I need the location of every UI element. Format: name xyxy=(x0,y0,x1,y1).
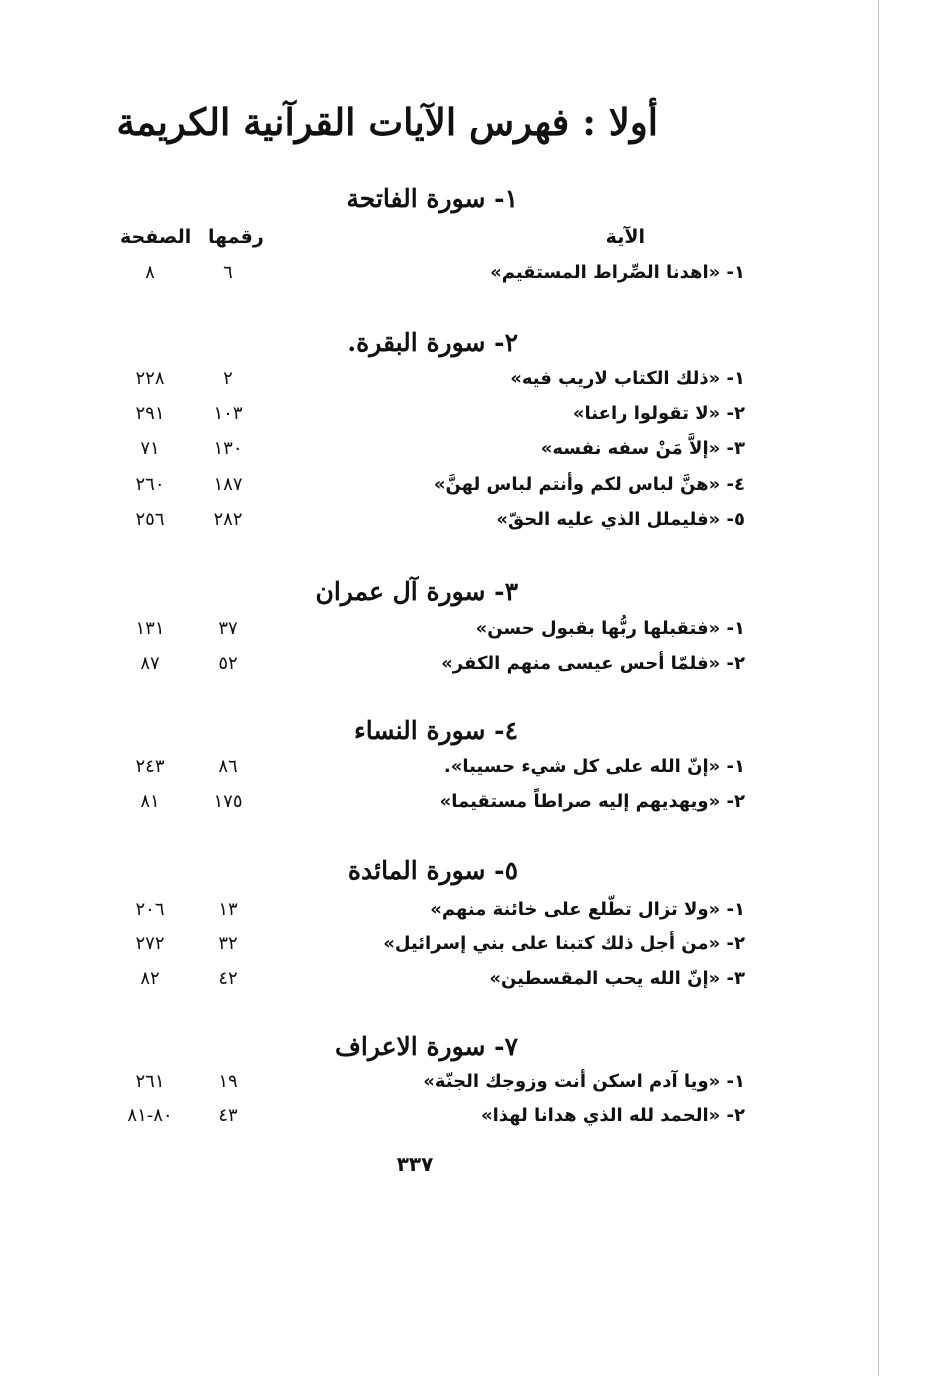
verse-text: ١- «فتقبلها ربُّها بقبول حسن» xyxy=(475,618,745,639)
ayah-number: ٢٨٢ xyxy=(213,509,243,530)
page-reference: ٨ xyxy=(145,262,155,283)
index-row xyxy=(0,368,938,400)
index-row xyxy=(0,262,938,294)
index-row xyxy=(0,474,938,506)
verse-text: ٤- «هنَّ لباس لكم وأنتم لباس لهنَّ» xyxy=(433,474,745,495)
index-row xyxy=(0,618,938,650)
page-reference: ٢٦٠ xyxy=(135,474,165,495)
verse-text: ١- «ذلك الكتاب لاريب فيه» xyxy=(510,368,745,389)
page-title: أولا : فهرس الآيات القرآنية الكريمة xyxy=(116,100,658,144)
page-reference: ٨١ xyxy=(140,791,160,812)
column-header-ayah-number: رقمها xyxy=(208,226,264,248)
surah-heading: ٣- سورة آل عمران xyxy=(315,577,518,606)
ayah-number: ١٧٥ xyxy=(213,791,243,812)
index-row xyxy=(0,438,938,470)
verse-text: ٢- «فلمّا أحس عيسى منهم الكفر» xyxy=(441,653,745,674)
ayah-number: ٥٢ xyxy=(218,653,238,674)
index-row xyxy=(0,756,938,788)
page-reference: ٢٦١ xyxy=(135,1071,165,1092)
verse-text: ٢- «لا تقولوا راعنا» xyxy=(572,403,745,424)
page-number: ٣٣٧ xyxy=(396,1152,434,1176)
index-row xyxy=(0,509,938,541)
index-row xyxy=(0,403,938,435)
column-header-page: الصفحة xyxy=(120,226,192,248)
ayah-number: ٤٣ xyxy=(218,1105,238,1126)
ayah-number: ١٩ xyxy=(218,1071,238,1092)
page-reference: ٢٠٦ xyxy=(135,899,165,920)
surah-heading: ٧- سورة الاعراف xyxy=(334,1032,518,1061)
margin-rule xyxy=(878,0,879,1376)
surah-heading: ٥- سورة المائدة xyxy=(347,856,518,885)
page-reference: ٨٧ xyxy=(140,653,160,674)
verse-text: ١- «إنّ الله على كل شيء حسيبا». xyxy=(443,756,745,777)
page-reference: ٢٢٨ xyxy=(135,368,165,389)
ayah-number: ١٨٧ xyxy=(213,474,243,495)
page-reference: ٨٠-٨١ xyxy=(127,1105,173,1126)
verse-text: ٣- «إلاَّ مَنْ سفه نفسه» xyxy=(540,438,745,459)
page-reference: ١٣١ xyxy=(135,618,165,639)
index-row xyxy=(0,1071,938,1103)
ayah-number: ٢ xyxy=(223,368,233,389)
surah-heading: ٢- سورة البقرة. xyxy=(347,328,518,357)
ayah-number: ٣٢ xyxy=(218,933,238,954)
column-header-verse: الآية xyxy=(605,226,645,248)
verse-text: ٢- «ويهديهم إليه صراطاً مستقيما» xyxy=(439,791,745,812)
verse-text: ٢- «الحمد لله الذي هدانا لهذا» xyxy=(480,1105,745,1126)
ayah-number: ١٠٣ xyxy=(213,403,243,424)
index-row xyxy=(0,791,938,823)
index-row xyxy=(0,1105,938,1137)
ayah-number: ٦ xyxy=(223,262,233,283)
ayah-number: ٤٢ xyxy=(218,968,238,989)
page-reference: ٨٢ xyxy=(140,968,160,989)
verse-text: ١- «ويا آدم اسكن أنت وزوجك الجنّة» xyxy=(423,1071,745,1092)
page-reference: ٢٤٣ xyxy=(135,756,165,777)
ayah-number: ١٣ xyxy=(218,899,238,920)
page-reference: ٧١ xyxy=(140,438,160,459)
index-row xyxy=(0,653,938,685)
verse-text: ٥- «فليملل الذي عليه الحقّ» xyxy=(496,509,745,530)
verse-text: ٢- «من أجل ذلك كتبنا على بني إسرائيل» xyxy=(383,933,745,954)
ayah-number: ٣٧ xyxy=(218,618,238,639)
verse-text: ١- «اهدنا الصِّراط المستقيم» xyxy=(490,262,745,283)
ayah-number: ٨٦ xyxy=(218,756,238,777)
surah-heading: ١- سورة الفاتحة xyxy=(346,184,518,213)
surah-heading: ٤- سورة النساء xyxy=(353,716,518,745)
verse-text: ٣- «إنّ الله يحب المقسطين» xyxy=(489,968,745,989)
verse-text: ١- «ولا تزال تطّلع على خائنة منهم» xyxy=(430,899,745,920)
page-reference: ٢٩١ xyxy=(135,403,165,424)
page-reference: ٢٧٢ xyxy=(135,933,165,954)
index-row xyxy=(0,933,938,965)
index-row xyxy=(0,899,938,931)
page-reference: ٢٥٦ xyxy=(135,509,165,530)
ayah-number: ١٣٠ xyxy=(213,438,243,459)
index-row xyxy=(0,968,938,1000)
